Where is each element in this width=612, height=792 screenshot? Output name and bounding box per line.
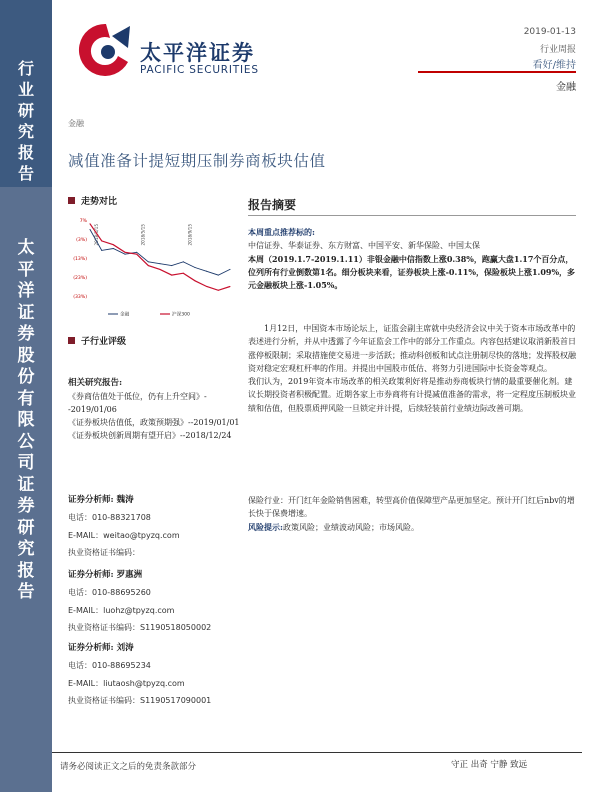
summary-para: 保险行业：开门红年金险销售困难，转型高价值保障型产品更加坚定。预计开门红后nbv的增长快于保费增速。: [248, 496, 575, 519]
related-heading: 相关研究报告:: [68, 378, 123, 388]
sidebar-label-company-report: [0, 238, 52, 604]
data-point: [148, 261, 149, 262]
analyst-cert: 执业资格证书编码：S1190517090001: [68, 696, 212, 705]
sidebar-char: 研: [17, 101, 34, 120]
report-type: 行业周报: [539, 45, 576, 55]
data-point: [113, 244, 114, 245]
page-title: 减值准备计提短期压制券商板块估值: [68, 152, 326, 170]
summary-divider: [248, 215, 576, 216]
data-point: [160, 269, 161, 270]
x-tick-label: 2018/9/15: [187, 224, 193, 246]
footer-disclaimer: 请务必阅读正文之后的免责条款部分: [60, 762, 197, 772]
data-point: [206, 286, 207, 287]
data-point: [125, 252, 126, 253]
sidebar-char: 股: [17, 345, 35, 366]
trend-chart: [68, 210, 240, 325]
sidebar-label-industry-report: [0, 58, 52, 184]
rating: 看好/维持: [532, 60, 576, 71]
y-tick-label: (33%): [73, 295, 87, 300]
sector-label: 金融: [68, 119, 84, 128]
picks-label: 本周重点推荐标的:: [248, 227, 315, 237]
analyst-title: 证券分析师: 罗惠洲: [68, 570, 143, 580]
data-point: [206, 271, 207, 272]
data-point: [160, 263, 161, 264]
sidebar-char: 报: [17, 143, 34, 162]
y-tick-label: (13%): [73, 257, 87, 262]
data-point: [218, 275, 219, 276]
report-date: 2019-01-13: [523, 27, 576, 37]
sidebar-char: 业: [17, 80, 34, 99]
sidebar-char: 平: [17, 259, 35, 280]
data-point: [90, 223, 91, 224]
section-marker: [68, 337, 75, 344]
analyst-phone: 电话：010-88695234: [68, 661, 151, 670]
data-point: [113, 248, 114, 249]
analyst-email: E-MAIL：luohz@tpyzq.com: [68, 606, 175, 615]
weekly-performance: 本周（2019.1.7-2019.1.11）非银金融中信指数上涨0.38%，跑赢大盘1.17个百分点，位列所有行业倒数第1名。细分板块来看，证券板块上涨-0.11%，保险板块上涨1.09%，多元金融板块上涨-1.05%。: [248, 253, 576, 291]
analyst-cert: 执业资格证书编码：: [68, 548, 140, 557]
sidebar-char: 公: [17, 431, 35, 452]
logo-name-en: PACIFIC SECURITIES: [140, 64, 259, 76]
sidebar-char: 洋: [17, 281, 35, 301]
header-divider: [418, 71, 576, 73]
analyst-title: 证券分析师: 刘涛: [68, 643, 134, 653]
summary-insurance: [248, 494, 580, 534]
data-point: [183, 273, 184, 274]
data-point: [183, 261, 184, 262]
analyst-block: [68, 494, 243, 559]
analyst-title: 证券分析师: 魏涛: [68, 495, 134, 505]
summary-body: [248, 322, 580, 415]
related-item: 《券商估值处于低位，仍有上升空间》--2019/01/06: [68, 392, 207, 414]
sidebar-char: 证: [17, 474, 35, 495]
data-point: [136, 252, 137, 253]
y-tick-label: (3%): [76, 238, 87, 243]
analyst-phone: 电话：010-88695260: [68, 588, 151, 597]
logo-name-cn: 太平洋证券: [140, 41, 255, 65]
data-point: [171, 275, 172, 276]
data-point: [148, 265, 149, 266]
sidebar-char: 证: [17, 302, 35, 323]
y-tick-label: (23%): [73, 276, 87, 281]
header-sector: 金融: [556, 82, 576, 93]
sub-rating-heading: 子行业评级: [68, 334, 126, 347]
x-tick-label: 2018/1/15: [94, 224, 99, 246]
data-point: [195, 280, 196, 281]
y-tick-label: 7%: [79, 219, 87, 224]
summary-para: 1月12日，中国资本市场论坛上，证监会副主席就中央经济会议中关于资本市场改革中的表述进行分析，并从中透露了今年证监会工作中的部分工作重点。内容包括建议取消新股首日涨停板限制；采取措施使交易进一步活跃；推动科创板和试点注册制尽快的落地；发挥股权融资对稳定宏观杠杆率的作用。并提出中国股市低估、将努力引进国际中长资金等观点。: [248, 324, 576, 373]
sidebar-char: 司: [17, 453, 35, 473]
data-point: [125, 254, 126, 255]
sidebar-char: 限: [17, 410, 35, 430]
section-marker: [68, 197, 75, 204]
summary-block: [248, 226, 580, 292]
summary-heading: 报告摘要: [248, 198, 297, 212]
risk-line: 风险提示:政策风险；业绩波动风险；市场风险。: [248, 521, 419, 532]
data-point: [90, 229, 91, 230]
sidebar-char: 告: [17, 164, 34, 183]
analyst-email: E-MAIL：liutaosh@tpyzq.com: [68, 679, 185, 688]
sidebar-char: 行: [17, 59, 34, 78]
sidebar-char: 券: [17, 324, 35, 344]
data-point: [171, 265, 172, 266]
footer-motto: 守正 出奇 宁静 致远: [451, 760, 528, 770]
analyst-email: E-MAIL：weitao@tpyzq.com: [68, 531, 180, 540]
sidebar-char: 报: [17, 560, 35, 581]
data-point: [230, 269, 231, 270]
analyst-block: [68, 642, 243, 707]
data-point: [101, 250, 102, 251]
data-point: [195, 267, 196, 268]
related-item: 《证券板块估值低，政策预期强》--2019/01/01: [68, 418, 240, 427]
series-line-hs300: [90, 224, 230, 290]
related-reports: [68, 377, 243, 442]
analyst-cert: 执业资格证书编码：S1190518050002: [68, 623, 212, 632]
sidebar-char: 研: [17, 517, 35, 538]
sidebar-char: 究: [17, 539, 35, 559]
sidebar-char: 有: [17, 388, 35, 409]
trend-heading: 走势对比: [68, 194, 117, 207]
sidebar-char: 告: [17, 582, 35, 602]
sidebar-char: 份: [17, 367, 35, 387]
legend-label-hs300: 沪深300: [172, 312, 190, 318]
series-line-finance: [90, 230, 230, 276]
data-point: [230, 286, 231, 287]
data-point: [136, 254, 137, 255]
summary-para: 我们认为，2019年资本市场改革的相关政策利好将是推动券商板块行情的最重要催化剂。建议长期投资者积极配置。近期各家上市券商将有计提减值准备的需求，将一定程度压制板块业绩和估值，但股票质押风险一旦锁定并计提，后续轻装前行业绩边际改善可期。: [248, 377, 576, 413]
legend-label-finance: 金融: [120, 312, 130, 318]
sidebar-char: 券: [17, 496, 35, 516]
sidebar-char: 太: [17, 238, 35, 258]
data-point: [218, 290, 219, 291]
x-tick-label: 2018/5/15: [140, 224, 146, 246]
picks-list: 中信证券、华泰证券、东方财富、中国平安、新华保险、中国太保: [248, 241, 480, 251]
footer-divider: [52, 752, 582, 753]
analyst-block: [68, 569, 243, 634]
related-item: 《证券板块创新周期有望开启》--2018/12/24: [68, 431, 232, 440]
sidebar-char: 究: [17, 122, 34, 141]
data-point: [101, 240, 102, 241]
analyst-phone: 电话：010-88321708: [68, 513, 151, 522]
